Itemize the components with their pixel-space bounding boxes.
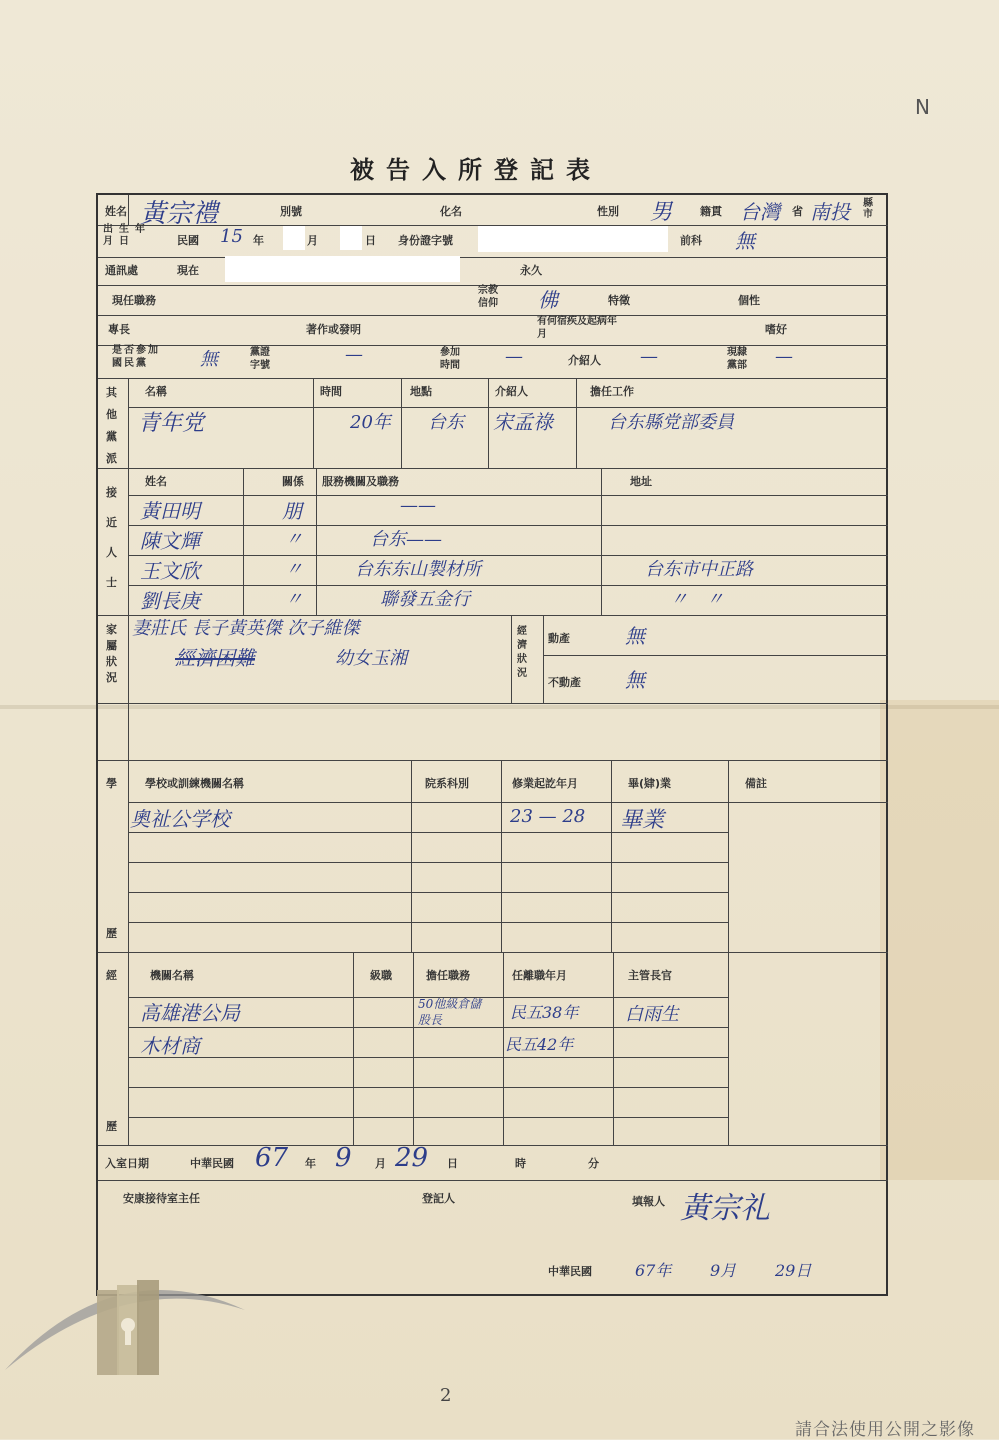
entry-date-label: 入室日期 [105,1157,149,1170]
education-label-2: 歷 [106,927,117,940]
id-label: 身份證字號 [398,234,453,247]
entry-month-value: 9 [335,1143,352,1173]
archive-logo-icon [5,1250,245,1380]
form-title: 被告入所登記表 [350,155,602,184]
redacted-address [225,256,460,282]
entry-day-value: 29 [395,1143,429,1173]
cp-row-0-name: 黃田明 [140,499,200,523]
entry-day-label: 日 [447,1157,458,1170]
edu-row-status: 畢業 [620,808,665,833]
entry-hour-label: 時 [515,1157,526,1170]
registrar-label: 登記人 [422,1192,455,1205]
op-row-work: 台东縣党部委員 [608,412,734,433]
join-time-value: — [505,346,523,367]
family-line-2-struck: 經濟困難 [175,646,255,670]
roc-label: 民國 [177,234,199,247]
director-label: 安康接待室主任 [123,1192,200,1205]
movable-label: 動產 [548,632,570,645]
cp-header-org: 服務機關及職務 [322,475,399,488]
exp-header-duty: 擔任職務 [426,969,470,982]
footer-day: 29日 [775,1261,812,1280]
cp-row-2-addr: 台东市中正路 [645,559,753,580]
op-header-time: 時間 [320,385,342,398]
edu-header-status: 畢(肄)業 [628,777,672,790]
cp-row-1-org: 台东—— [370,529,442,550]
entry-month-label: 月 [375,1157,386,1170]
current-branch-value: — [775,346,793,367]
op-row-name: 青年党 [138,411,205,436]
family-label: 家屬狀況 [106,623,117,684]
county-city-label: 縣市 [863,198,873,220]
footer-year: 67年 [635,1261,672,1280]
movable-value: 無 [625,624,645,648]
edu-header-period: 修業起訖年月 [512,777,578,790]
cp-header-relation: 關係 [282,475,304,488]
experience-label-2: 歷 [106,1120,117,1133]
month-label: 月 [307,234,318,247]
entry-year-label: 年 [305,1157,316,1170]
origin-label: 籍貫 [700,205,722,218]
criminal-record-label: 前科 [680,234,702,247]
entry-year-value: 67 [255,1143,289,1173]
redacted-day [340,226,362,250]
cp-row-2-relation: 〃 [285,559,303,580]
exp-header-chief: 主管長官 [628,969,672,982]
origin-province-value: 台灣 [740,200,780,224]
birth-year-value: 15 [220,226,243,247]
alias-label: 別號 [280,205,302,218]
religion-label: 宗教信仰 [478,285,498,309]
kmt-value: 無 [200,349,218,370]
experience-label-1: 經 [106,969,117,982]
edu-header-school: 學校或訓練機關名稱 [145,777,244,790]
name-label: 姓名 [105,205,127,218]
party-card-value: — [345,344,363,365]
cp-row-1-relation: 〃 [285,529,303,550]
cp-row-3-relation: 〃 [285,589,303,610]
exp-row-0-org: 高雄港公局 [140,1001,240,1025]
introducer-label: 介紹人 [568,354,601,367]
criminal-record-value: 無 [735,229,755,253]
sex-label: 性別 [597,205,619,218]
edu-row-school: 奧祉公学校 [130,807,230,831]
cp-row-0-relation: 朋 [282,499,302,523]
cp-header-name: 姓名 [145,475,167,488]
current-job-label: 現任職務 [112,294,156,307]
hobby-label: 嗜好 [765,323,787,336]
permanent-address-label: 永久 [520,264,542,277]
cp-header-addr: 地址 [630,475,652,488]
specialty-label: 專長 [108,323,130,336]
edu-header-note: 備註 [745,777,767,790]
personality-label: 個性 [738,294,760,307]
op-row-place: 台东 [428,412,464,433]
filler-label: 填報人 [632,1195,665,1208]
filler-signature: 黃宗礼 [680,1191,770,1226]
paper-stain [880,700,999,1180]
edu-row-period: 23 — 28 [510,806,586,827]
page-mark: N [915,95,930,119]
party-card-label: 黨證字號 [250,347,270,371]
page-number: 2 [440,1385,452,1406]
entry-roc-label: 中華民國 [190,1157,234,1170]
exp-header-period: 任離職年月 [512,969,567,982]
family-line-2b: 幼女玉湘 [335,648,407,669]
economy-label: 經濟狀況 [517,626,527,679]
day-label: 日 [365,234,376,247]
footer-roc-label: 中華民國 [548,1265,592,1278]
sex-value: 男 [650,200,673,225]
kmt-label: 是否參加國民黨 [112,345,160,369]
entry-minute-label: 分 [588,1157,599,1170]
op-header-work: 擔任工作 [590,385,634,398]
op-header-introducer: 介紹人 [495,385,528,398]
op-row-time: 20年 [350,412,391,433]
birth-label: 出生年月日 [103,224,151,247]
exp-header-rank: 級職 [370,969,392,982]
address-label: 通訊處 [105,264,138,277]
disease-label: 有何宿疾及起病年月 [537,316,617,340]
current-branch-label: 現隸黨部 [727,347,747,371]
op-header-place: 地點 [410,385,432,398]
immovable-label: 不動產 [548,676,581,689]
other-parties-label: 其他黨派 [106,386,117,465]
cp-row-0-org: —— [400,495,436,516]
name-value: 黃宗禮 [140,199,219,229]
exp-row-0-chief: 白雨生 [625,1004,679,1025]
province-label: 省 [792,205,803,218]
cp-row-3-name: 劉長庚 [140,589,200,613]
features-label: 特徵 [608,294,630,307]
cp-row-3-addr: 〃 〃 [670,589,724,610]
close-persons-label: 接近人士 [106,486,117,589]
religion-value: 佛 [538,288,558,312]
exp-row-1-period: 民五42年 [505,1035,574,1054]
origin-county-value: 南投 [810,200,850,224]
education-label-1: 學 [106,777,117,790]
op-row-introducer: 宋孟祿 [493,410,553,434]
cp-row-2-name: 王文欣 [140,559,200,583]
join-time-label: 參加時間 [440,347,460,371]
exp-row-0-period: 民五38年 [510,1003,579,1022]
other-name-label: 化名 [440,205,462,218]
cp-row-3-org: 聯發五金行 [380,589,470,610]
cp-row-1-name: 陳文輝 [140,529,200,553]
immovable-value: 無 [625,668,645,692]
exp-row-0-duty: 50他級倉儲股長 [418,997,482,1027]
cp-row-2-org: 台东东山製材所 [355,559,481,580]
footer-month: 9月 [710,1261,737,1280]
exp-row-1-org: 木材商 [140,1034,200,1058]
year-label: 年 [253,234,264,247]
op-header-name: 名稱 [145,385,167,398]
exp-header-org: 機關名稱 [150,969,194,982]
current-address-label: 現在 [177,264,199,277]
works-label: 著作或發明 [306,323,361,336]
family-line-1: 妻莊氏 長子黃英傑 次子維傑 [132,618,360,639]
redacted-id [478,226,668,252]
watermark-text: 請合法使用公開之影像 [795,1420,975,1440]
redacted-month [283,226,305,250]
introducer-value: — [640,346,658,367]
edu-header-dept: 院系科別 [425,777,469,790]
